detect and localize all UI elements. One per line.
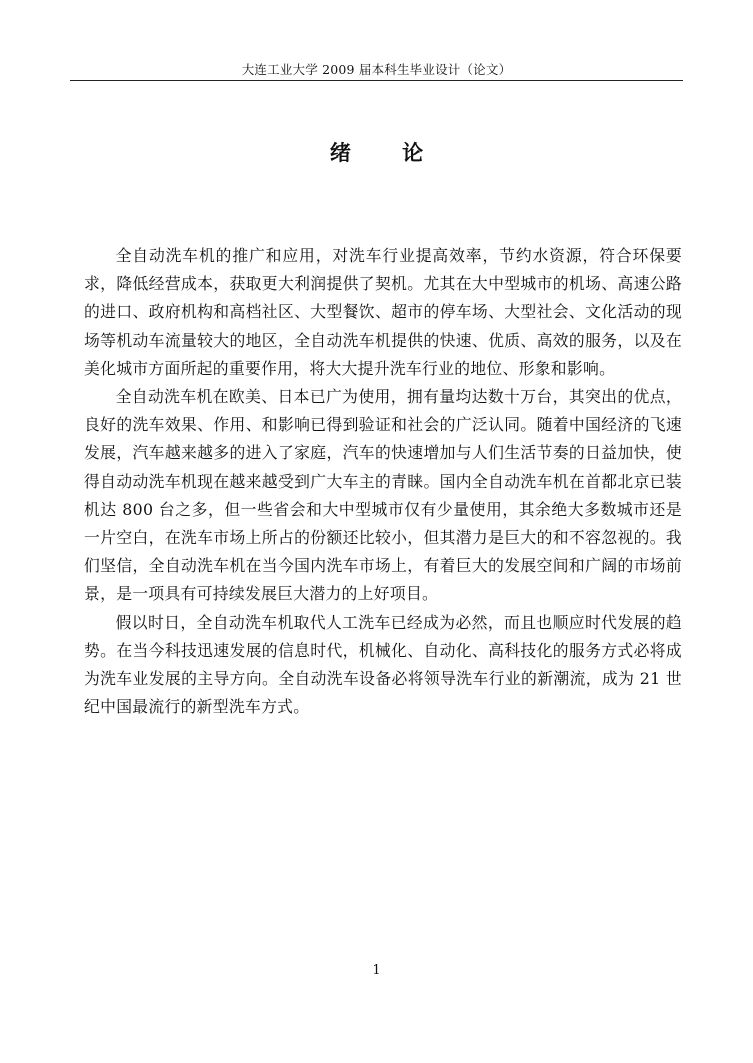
running-header: 大连工业大学 2009 届本科生毕业设计（论文） (241, 62, 512, 77)
body-text (84, 242, 682, 721)
paragraph-1: 全自动洗车机的推广和应用，对洗车行业提高效率，节约水资源，符合环保要求，降低经营成本，获取更大利润提供了契机。尤其在大中型城市的机场、高速公路的进口、政府机构和高档社区、大型餐饮、超市的停车场、大型社会、文化活动的现场等机动车流量较大的地区，全自动洗车机提供的快速、优质、高效的服务，以及在美化城市方面所起的重要作用，将大大提升洗车行业的地位、形象和影响。 (84, 246, 682, 378)
paragraph-3: 假以时日，全自动洗车机取代人工洗车已经成为必然，而且也顺应时代发展的趋势。在当今科技迅速发展的信息时代，机械化、自动化、高科技化的服务方式必将成为洗车业发展的主导方向。全自动洗车设备必将领导洗车行业的新潮流，成为 21 世纪中国最流行的新型洗车方式。 (84, 612, 682, 717)
page-number: 1 (372, 963, 381, 978)
chapter-title: 绪 论 (329, 140, 446, 165)
header-divider (70, 80, 683, 81)
paragraph-2: 全自动洗车机在欧美、日本已广为使用，拥有量均达数十万台，其突出的优点，良好的洗车效果、作用、和影响已得到验证和社会的广泛认同。随着中国经济的飞速发展，汽车越来越多的进入了家庭，汽车的快速增加与人们生活节奏的日益加快，使得自动动洗车机现在越来越受到广大车主的青睐。国内全自动洗车机在首都北京已装机达 800 台之多，但一些省会和大中型城市仅有少量使用，其余绝大多数城市还是一片空白，在洗车市场上所占的份额还比较小，但其潜力是巨大的和不容忽视的。我们坚信，全自动洗车机在当今国内洗车市场上，有着巨大的发展空间和广阔的市场前景，是一项具有可持续发展巨大潜力的上好项目。 (84, 387, 682, 604)
